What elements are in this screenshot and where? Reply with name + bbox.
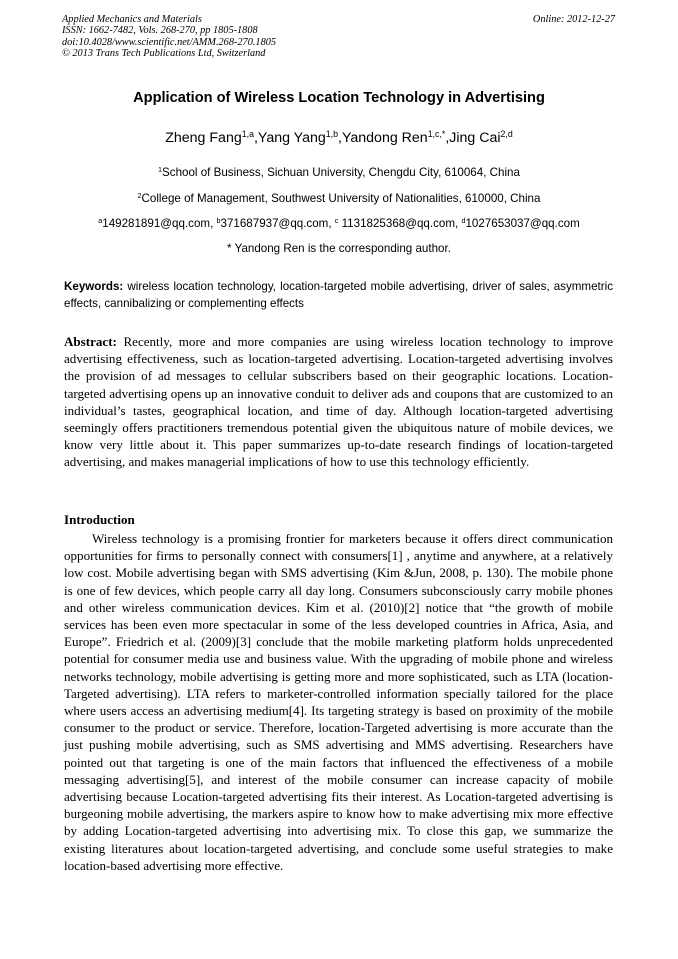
issn-line: ISSN: 1662-7482, Vols. 268-270, pp 1805-1808 (62, 25, 258, 37)
paper-title: Application of Wireless Location Technology in Advertising (133, 90, 545, 106)
keywords-label: Keywords: (64, 280, 124, 293)
keywords-text: wireless location technology, location-targeted mobile advertising, driver of sales, asymmetric effects, cannibalizing or complementing effects (64, 280, 613, 310)
email-line (0, 217, 678, 230)
email-address: 149281891@qq.com, (102, 217, 217, 230)
author-separator: , (338, 130, 342, 146)
author-affiliation-mark: 2,d (500, 129, 513, 140)
affiliation-1 (0, 166, 678, 179)
email-mark: c (334, 216, 339, 226)
email-mark: a (98, 216, 103, 226)
affiliation-mark: 2 (137, 191, 142, 201)
author-list (0, 130, 678, 146)
copyright-line: © 2013 Trans Tech Publications Ltd, Switzerland (62, 47, 266, 59)
online-date: Online: 2012-12-27 (532, 14, 615, 25)
author-name: Yang Yang (257, 130, 326, 146)
author-affiliation-mark: 1,a (241, 129, 254, 140)
email-address: 1131825368@qq.com, (338, 217, 462, 230)
introduction-body: Wireless technology is a promising frontier for marketers because it offers direct communication opportunities for firms to personally connect with consumers[1] , anytime and anywhere, at a relatively low cost. Mobile advertising began with SMS advertising (Kim &Jun, 2008, p. 130). The mobile phone is one of few devices, which people carry all day long. Consumers subconsciously carry mobile phones and other wireless communication devices. Kim et al. (2010)[2] notice that “the growth of mobile services has been even more spectacular in some of the less developed countries in Africa, Asia, and Europe”. Friedrich et al. (2009)[3] conclude that the mobile marketing platform holds unprecedented potential for consumer media use and business value. With the upgrading of mobile phone and wireless networks technology, mobile advertising is getting more and more sophisticated, such as LTA (location-Targeted advertising). LTA refers to marketer-controlled information specially tailored for the place where users access an advertising medium[4]. Its targeting strategy is based on proximity of the mobile consumer to the product or service. Therefore, location-Targeted advertising is more accurate than the just pushing mobile advertising, such as SMS advertising and MMS advertising. Researchers have pointed out that targeting is one of the main factors that influenced the effectiveness of a mobile messaging advertising[5], and interest of the mobile consumer can increase capacity of mobile advertising because Location-targeted advertising fits their interest. As Location-targeted advertising is burgeoning mobile advertising, the markers aspire to know how to make advertising mix more effective by adding Location-targeted advertising into advertising mix. To close this gap, we summarize the existing literatures about location-targeted advertising, and conclude some useful strategies to make location-based advertising more effective. (64, 531, 613, 873)
corresponding-author-note: * Yandong Ren is the corresponding author. (227, 242, 451, 255)
journal-name: Applied Mechanics and Materials (62, 14, 202, 25)
introduction-heading: Introduction (64, 512, 135, 527)
journal-header (62, 14, 276, 59)
affiliation-mark: 1 (158, 165, 163, 175)
author-name: Yandong Ren (341, 130, 428, 146)
keywords-paragraph (64, 279, 613, 312)
author-separator: , (253, 130, 258, 146)
email-mark: b (216, 216, 221, 226)
author-name: Zheng Fang (165, 130, 242, 146)
abstract-label: Abstract: (64, 334, 117, 349)
affiliation-2 (0, 192, 678, 205)
email-mark: d (461, 216, 466, 226)
abstract-text: Recently, more and more companies are using wireless location technology to improve advertising effectiveness, such as location-targeted advertising. Location-targeted advertising involves the provision of ad messages to cellular subscribers based on their geographic locations. Location-targeted advertising opens up an innovative conduit to deliver ads and coupons that are customized to an individual’s tastes, geographical location, and time of day. Although location-targeted advertising seemingly offers practitioners tremendous potential given the ubiquitous nature of mobile devices, we know very little about it. This paper summarizes up-to-date research findings of location-targeted advertising, and makes managerial implications of how to use this technology efficiently. (64, 334, 613, 470)
doi-line: doi:10.4028/www.scientific.net/AMM.268-270.1805 (62, 36, 277, 48)
author-affiliation-mark: 1,b (325, 129, 339, 140)
author-separator: , (445, 130, 450, 146)
affiliation-text: School of Business, Sichuan University, Chengdu City, 610064, China (162, 166, 520, 179)
abstract-paragraph (64, 333, 613, 471)
author-affiliation-mark: 1,c,* (427, 129, 446, 140)
email-address: 371687937@qq.com, (220, 217, 335, 230)
email-address: 1027653037@qq.com (465, 217, 580, 230)
author-name: Jing Cai (449, 130, 501, 146)
affiliation-text: College of Management, Southwest University of Nationalities, 610000, China (141, 192, 541, 205)
